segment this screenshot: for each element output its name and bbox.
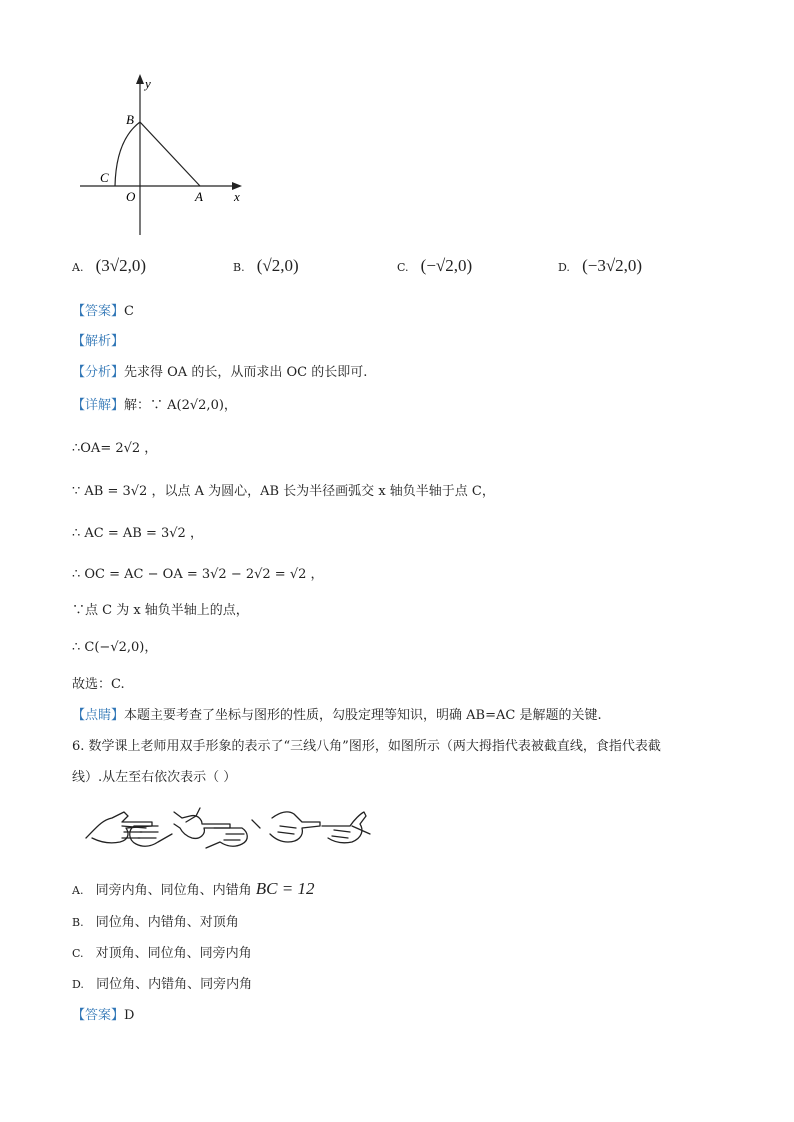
option-letter: D. — [558, 261, 570, 274]
answer-5 — [72, 300, 134, 319]
label-a: A — [195, 189, 203, 204]
arc-bc — [115, 122, 140, 186]
q5-option-c — [397, 256, 472, 276]
q6-option-b — [72, 911, 239, 930]
option-letter: A. — [72, 261, 84, 274]
q5-option-a — [72, 256, 146, 276]
option-value: (−3√2,0) — [582, 256, 643, 275]
hand-pair-2 — [174, 808, 260, 848]
option-text: 对顶角、同位角、同旁内角 — [95, 946, 252, 961]
option-letter: A. — [72, 884, 84, 897]
option-letter: B. — [72, 916, 84, 929]
hand-pair-3 — [270, 812, 370, 843]
option-value: (3√2,0) — [95, 256, 146, 275]
answer-tag: 【答案】 — [72, 304, 125, 319]
option-value: (−√2,0) — [420, 256, 473, 275]
label-c: C — [100, 170, 109, 185]
xiangjie-text: 解：∵ A(2√2,0)， — [124, 398, 237, 413]
answer-tag: 【答案】 — [72, 1008, 125, 1023]
step-7: 故选：C. — [72, 677, 125, 692]
option-value: (√2,0) — [256, 256, 299, 275]
answer-value: C — [124, 304, 134, 319]
q6-option-a — [72, 879, 314, 899]
option-letter: B. — [233, 261, 245, 274]
q6-line-2: 线）.从左至右依次表示（ ） — [72, 770, 237, 785]
fenxi-line — [72, 361, 367, 380]
q5-option-d — [558, 256, 642, 276]
dianjing-tag: 【点睛】 — [72, 708, 125, 723]
q6-option-c — [72, 942, 252, 961]
dianjing-text: 本题主要考查了坐标与图形的性质，勾股定理等知识，明确 AB=AC 是解题的关键. — [124, 708, 602, 723]
option-letter: D. — [72, 978, 84, 991]
answer-6 — [72, 1004, 134, 1023]
coordinate-figure — [70, 70, 260, 240]
hands-figure — [82, 798, 372, 854]
step-6: ∴ C(−√2,0)， — [72, 640, 158, 655]
q6-line-1: 6. 数学课上老师用双手形象的表示了“三线八角”图形，如图所示（两大拇指代表被截直线，食指代表截 — [72, 739, 661, 754]
step-3: ∴ AC = AB = 3√2 ， — [72, 526, 203, 541]
fenxi-text: 先求得 OA 的长，从而求出 OC 的长即可. — [124, 365, 368, 380]
option-letter: C. — [72, 947, 84, 960]
xiangjie-line — [72, 394, 237, 413]
option-text: 同旁内角、同位角、内错角 — [95, 883, 252, 898]
step-5: ∵点 C 为 x 轴负半轴上的点， — [72, 603, 249, 618]
step-1: ∴OA= 2√2 ， — [72, 441, 158, 456]
segment-ab — [140, 122, 200, 186]
y-axis-arrow — [136, 74, 144, 84]
label-y: y — [145, 76, 151, 91]
step-4: ∴ OC = AC − OA = 3√2 − 2√2 = √2 ， — [72, 567, 324, 582]
dianjing-line — [72, 704, 602, 723]
hand-pair-1 — [86, 812, 172, 846]
label-x: x — [234, 189, 240, 204]
option-extra: BC = 12 — [255, 879, 315, 898]
xiangjie-tag: 【详解】 — [72, 398, 125, 413]
answer-value: D — [124, 1008, 135, 1023]
q6-option-d — [72, 973, 252, 992]
option-text: 同位角、内错角、同旁内角 — [96, 977, 253, 992]
step-2: ∵ AB = 3√2 ，以点 A 为圆心，AB 长为半径画弧交 x 轴负半轴于点 C， — [72, 484, 495, 499]
q5-option-b — [233, 256, 299, 276]
option-text: 同位角、内错角、对顶角 — [95, 915, 239, 930]
fenxi-tag: 【分析】 — [72, 365, 125, 380]
option-letter: C. — [397, 261, 409, 274]
label-b: B — [126, 112, 134, 127]
label-o: O — [126, 189, 136, 204]
analysis-tag: 【解析】 — [72, 334, 125, 349]
